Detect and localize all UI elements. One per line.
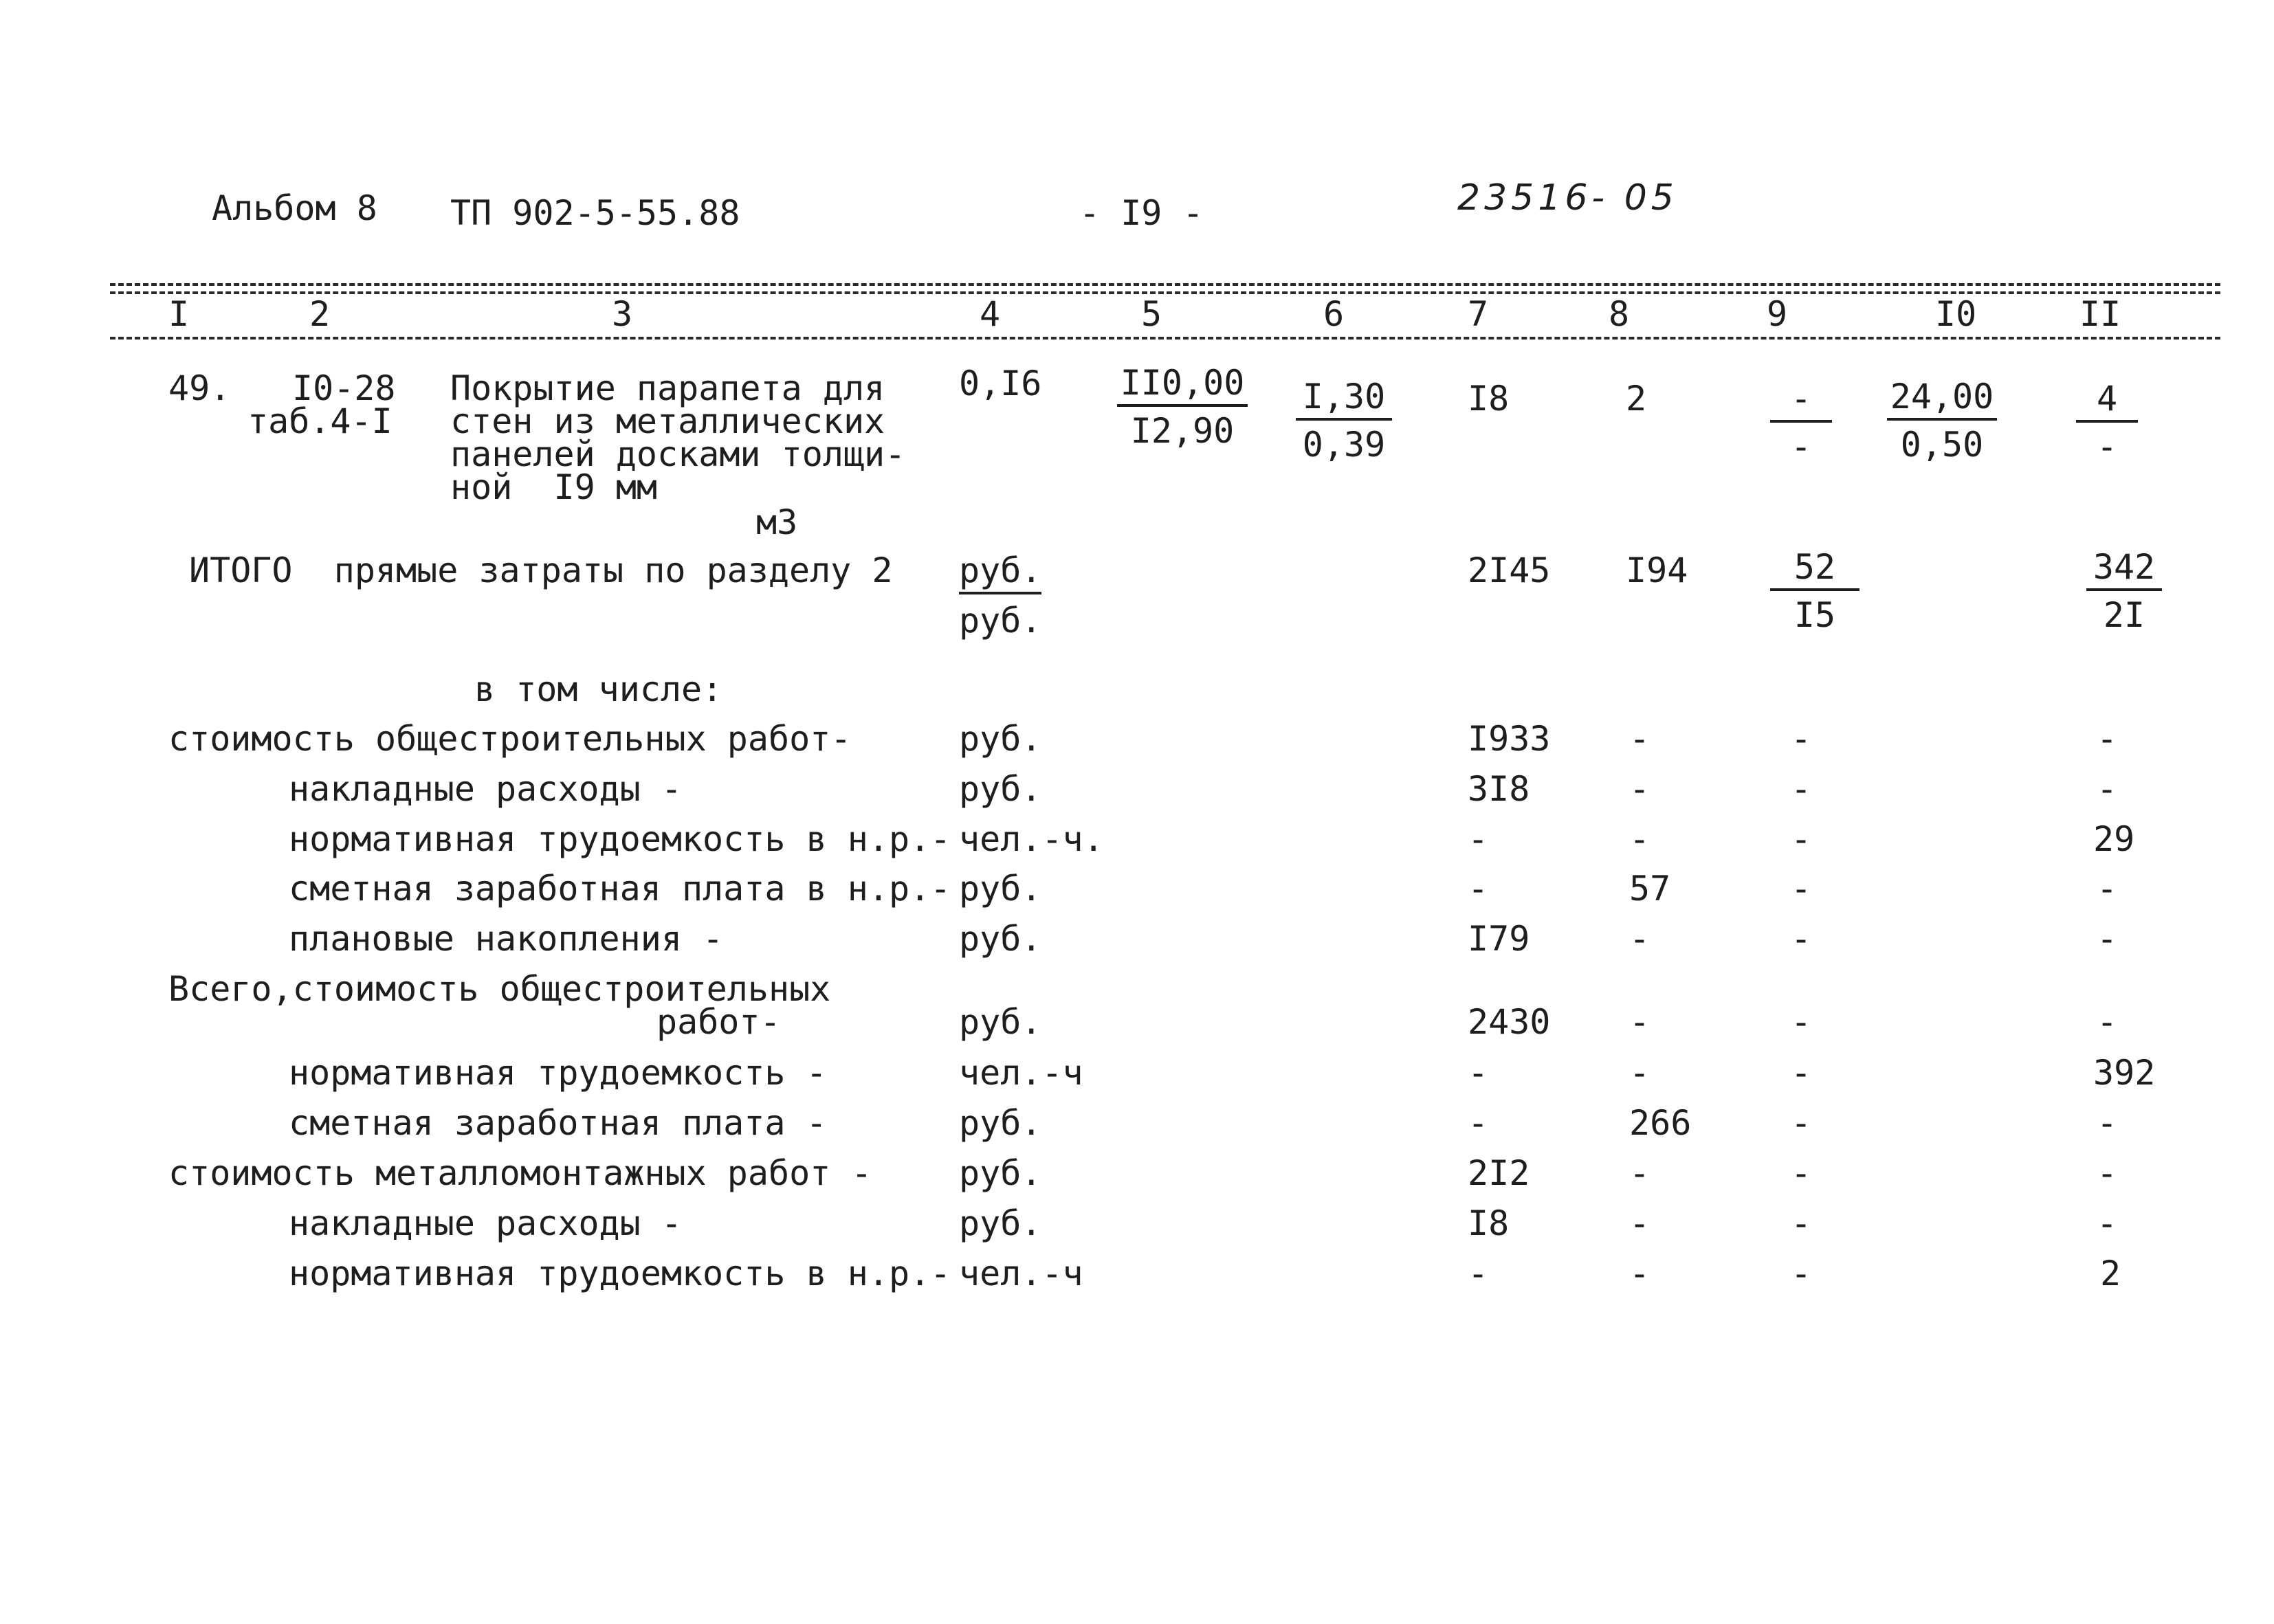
item-col9-top: - <box>1790 379 1812 419</box>
row-label: стоимость металломонтажных работ - <box>168 1153 872 1193</box>
row-col11: - <box>2097 719 2118 759</box>
row-unit: чел.-ч. <box>959 819 1104 859</box>
row-col7: - <box>1468 1254 1489 1293</box>
header-top-rule <box>110 283 2220 286</box>
row-col11: 392 <box>2093 1053 2156 1093</box>
row-col7: 2430 <box>1468 1002 1551 1042</box>
row-col8: - <box>1629 919 1651 959</box>
total-unit-1-text: руб. <box>959 550 1041 594</box>
item-col8: 2 <box>1626 379 1647 419</box>
fraction-bar <box>1770 588 1859 591</box>
col-header-10: I0 <box>1935 294 1977 334</box>
item-col11-bottom: - <box>2096 427 2118 467</box>
row-label: накладные расходы - <box>289 1203 682 1243</box>
row-col8: - <box>1629 819 1651 859</box>
item-code-2: таб.4-I <box>247 401 393 441</box>
row-col7: - <box>1468 1053 1489 1093</box>
item-desc-1: Покрытие парапета для <box>450 368 885 408</box>
row-label: накладные расходы - <box>289 769 682 809</box>
row-col7: - <box>1468 1103 1489 1143</box>
row-col11: - <box>2097 769 2118 809</box>
item-desc-2: стен из металлических <box>450 401 885 441</box>
row-col9: - <box>1791 1254 1812 1293</box>
col-header-2: 2 <box>309 294 331 334</box>
row-col9: - <box>1791 1203 1812 1243</box>
total-unit-2: руб. <box>959 601 1042 641</box>
header-top-rule-2 <box>110 291 2220 294</box>
row-col8: 57 <box>1629 869 1671 909</box>
fraction-bar <box>2076 420 2138 423</box>
project-code: ТП 902-5-55.88 <box>450 193 740 233</box>
row-col9: - <box>1791 819 1812 859</box>
total-col7: 2I45 <box>1468 550 1551 590</box>
stamp-number: 23516- 05 <box>1457 177 1678 219</box>
row-col11: 29 <box>2093 819 2135 859</box>
row-unit: руб. <box>959 869 1042 909</box>
row-col11: - <box>2097 1002 2118 1042</box>
total-col9-fraction <box>1770 547 1859 635</box>
fraction-bar <box>1296 418 1392 421</box>
item-col5-fraction <box>1117 363 1248 451</box>
row-col8: - <box>1629 769 1651 809</box>
item-desc-3: панелей досками толщи- <box>450 434 906 474</box>
row-label: сметная заработная плата - <box>289 1103 827 1143</box>
album-label: Альбом 8 <box>212 188 377 228</box>
row-col8: 266 <box>1629 1103 1692 1143</box>
item-unit: м3 <box>756 502 798 542</box>
row-unit: чел.-ч <box>959 1053 1083 1093</box>
item-number: 49. <box>168 368 231 408</box>
total-col11-fraction <box>2086 547 2162 635</box>
col-header-8: 8 <box>1609 294 1630 334</box>
row-unit: чел.-ч <box>959 1254 1083 1293</box>
row-col8: - <box>1629 719 1651 759</box>
row-unit: руб. <box>959 1103 1042 1143</box>
fraction-bar <box>1770 420 1832 423</box>
item-col10-fraction <box>1887 377 1997 465</box>
item-col10-bottom: 0,50 <box>1900 425 1984 465</box>
fraction-bar <box>2086 588 2162 591</box>
fraction-bar <box>1887 418 1997 421</box>
page-number: - I9 - <box>1079 193 1204 233</box>
item-col11-fraction <box>2076 379 2138 467</box>
row-col8: - <box>1629 1254 1651 1293</box>
row-unit: руб. <box>959 719 1042 759</box>
col-header-9: 9 <box>1767 294 1788 334</box>
total-unit-1 <box>959 550 1042 590</box>
row-col7: I8 <box>1468 1203 1510 1243</box>
row-col7: I79 <box>1468 919 1530 959</box>
row-col8: - <box>1629 1002 1651 1042</box>
item-col10-top: 24,00 <box>1890 377 1994 416</box>
row-col8: - <box>1629 1203 1651 1243</box>
row-unit: руб. <box>959 1203 1042 1243</box>
row-label: Всего,стоимость общестроительных <box>168 969 831 1009</box>
total-col11-top: 342 <box>2093 547 2156 587</box>
item-qty: 0,I6 <box>959 364 1042 403</box>
row-col11: - <box>2097 1153 2118 1193</box>
row-unit: руб. <box>959 1002 1042 1042</box>
item-col6-top: I,30 <box>1302 377 1386 416</box>
row-col8: - <box>1629 1053 1651 1093</box>
total-col9-bottom: I5 <box>1793 595 1836 635</box>
row-label: нормативная трудоемкость - <box>289 1053 827 1093</box>
row-col11: - <box>2097 1103 2118 1143</box>
fraction-bar <box>1117 404 1248 407</box>
row-col11: 2 <box>2100 1254 2121 1293</box>
row-col9: - <box>1791 769 1812 809</box>
col-header-1: I <box>168 294 190 334</box>
row-unit: руб. <box>959 769 1042 809</box>
row-label: сметная заработная плата в н.р.- <box>289 869 951 909</box>
total-col9-top: 52 <box>1793 547 1836 587</box>
item-col5-bottom: I2,90 <box>1130 411 1235 451</box>
row-col7: 2I2 <box>1468 1153 1530 1193</box>
row-col9: - <box>1791 719 1812 759</box>
item-col9-fraction <box>1770 379 1832 467</box>
row-label: нормативная трудоемкость в н.р.- <box>289 1254 951 1293</box>
row-col9: - <box>1791 1053 1812 1093</box>
item-col6-bottom: 0,39 <box>1302 425 1386 465</box>
item-desc-4: ной I9 мм <box>450 467 658 507</box>
row-col7: - <box>1468 869 1489 909</box>
total-label: ИТОГО прямые затраты по разделу 2 <box>189 550 893 590</box>
row-col9: - <box>1791 1103 1812 1143</box>
row-col9: - <box>1791 919 1812 959</box>
item-col9-bottom: - <box>1790 427 1812 467</box>
row-col9: - <box>1791 1002 1812 1042</box>
row-label-continued: работ- <box>656 1002 781 1042</box>
total-col8: I94 <box>1626 550 1688 590</box>
item-code-1: I0-28 <box>292 368 396 408</box>
col-header-6: 6 <box>1323 294 1345 334</box>
total-col11-bottom: 2I <box>2103 595 2145 635</box>
col-header-11: II <box>2079 294 2121 334</box>
header-bottom-rule <box>110 337 2220 340</box>
row-unit: руб. <box>959 1153 1042 1193</box>
row-unit: руб. <box>959 919 1042 959</box>
row-label: стоимость общестроительных работ- <box>168 719 852 759</box>
row-col11: - <box>2097 1203 2118 1243</box>
row-col11: - <box>2097 919 2118 959</box>
item-col6-fraction <box>1296 377 1392 465</box>
row-label: плановые накопления - <box>289 919 724 959</box>
row-col9: - <box>1791 869 1812 909</box>
item-col7: I8 <box>1468 379 1510 419</box>
row-col11: - <box>2097 869 2118 909</box>
row-col9: - <box>1791 1153 1812 1193</box>
col-header-3: 3 <box>612 294 633 334</box>
including-label: в том числе: <box>474 669 723 709</box>
col-header-7: 7 <box>1468 294 1489 334</box>
row-col7: - <box>1468 819 1489 859</box>
row-col7: I933 <box>1468 719 1551 759</box>
item-col11-top: 4 <box>2096 379 2118 419</box>
item-col5-top: II0,00 <box>1120 363 1245 403</box>
row-label: нормативная трудоемкость в н.р.- <box>289 819 951 859</box>
row-col7: 3I8 <box>1468 769 1530 809</box>
col-header-4: 4 <box>980 294 1001 334</box>
col-header-5: 5 <box>1141 294 1162 334</box>
row-col8: - <box>1629 1153 1651 1193</box>
